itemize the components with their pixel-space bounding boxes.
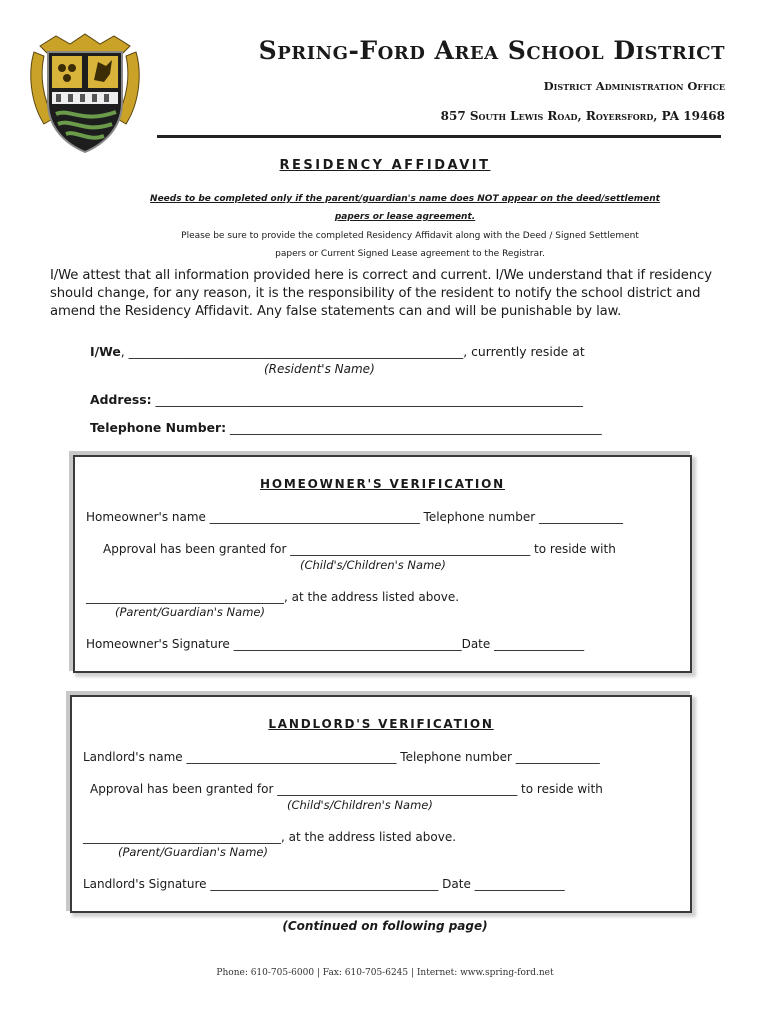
address-line[interactable] — [90, 392, 583, 407]
landlord-title: LANDLORD'S VERIFICATION — [268, 717, 494, 731]
homeowner-verification-box — [73, 455, 692, 673]
header-rule — [157, 135, 721, 138]
resident-name-field[interactable]: , ______________________________________________________, currently reside at — [120, 344, 585, 359]
landlord-approval-field[interactable]: Approval has been granted for ________________________________________ to reside with — [90, 782, 603, 796]
completion-note-line-2: papers or lease agreement. — [334, 212, 476, 222]
iwe-label: I/We — [90, 344, 121, 359]
homeowner-child-hint: (Child's/Children's Name) — [300, 558, 446, 572]
telephone-line[interactable] — [90, 420, 602, 435]
submission-note-line-2: papers or Current Signed Lease agreement to the Registrar. — [275, 249, 545, 259]
landlord-signature-field[interactable]: Landlord's Signature ______________________________________ Date _______________ — [83, 877, 565, 891]
landlord-child-hint: (Child's/Children's Name) — [287, 798, 433, 812]
landlord-verification-box — [70, 695, 692, 913]
landlord-name-field[interactable]: Landlord's name ___________________________________ Telephone number ______________ — [83, 750, 600, 764]
crest-shield — [48, 52, 122, 152]
landlord-parent-field[interactable]: _________________________________, at the address listed above. — [83, 830, 457, 844]
district-name: Spring-Ford Area School District — [258, 36, 725, 65]
landlord-parent-hint: (Parent/Guardian's Name) — [118, 845, 268, 859]
address-label: Address: — [90, 392, 152, 407]
document-title: RESIDENCY AFFIDAVIT — [279, 158, 491, 173]
submission-note-line-1: Please be sure to provide the completed Residency Affidavit along with the Deed / Signed Settlement — [181, 231, 639, 241]
completion-note-line-1: Needs to be completed only if the parent/guardian's name does NOT appear on the deed/settlement — [150, 194, 660, 204]
submission-note — [140, 227, 680, 263]
homeowner-approval-field[interactable]: Approval has been granted for ________________________________________ to reside with — [103, 542, 616, 556]
district-address: 857 South Lewis Road, Royersford, PA 19468 — [440, 109, 725, 123]
resident-name-line[interactable] — [90, 344, 585, 359]
completion-note — [140, 190, 670, 226]
homeowner-parent-field[interactable]: _________________________________, at the address listed above. — [86, 590, 460, 604]
homeowner-parent-hint: (Parent/Guardian's Name) — [115, 605, 265, 619]
footer-contact: Phone: 610-705-6000 | Fax: 610-705-6245 | Internet: www.spring-ford.net — [216, 968, 554, 978]
district-crest-logo — [26, 32, 144, 154]
address-field[interactable]: _____________________________________________________________________ — [151, 392, 583, 407]
attestation-paragraph: I/We attest that all information provided here is correct and current. I/We understand that if residency should change, for any reason, it is the responsibility of the resident to notify the school district and amend the Residency Affidavit. Any false statements can and will be punishable by law. — [50, 268, 712, 319]
homeowner-title: HOMEOWNER'S VERIFICATION — [260, 477, 505, 491]
telephone-label: Telephone Number: — [90, 420, 227, 435]
homeowner-signature-field[interactable]: Homeowner's Signature ______________________________________Date _______________ — [86, 637, 585, 651]
resident-name-hint: (Resident's Name) — [264, 362, 375, 376]
telephone-field[interactable]: ____________________________________________________________ — [226, 420, 602, 435]
homeowner-name-field[interactable]: Homeowner's name ___________________________________ Telephone number ______________ — [86, 510, 623, 524]
office-name: District Administration Office — [543, 79, 725, 93]
continued-note: (Continued on following page) — [282, 919, 488, 933]
